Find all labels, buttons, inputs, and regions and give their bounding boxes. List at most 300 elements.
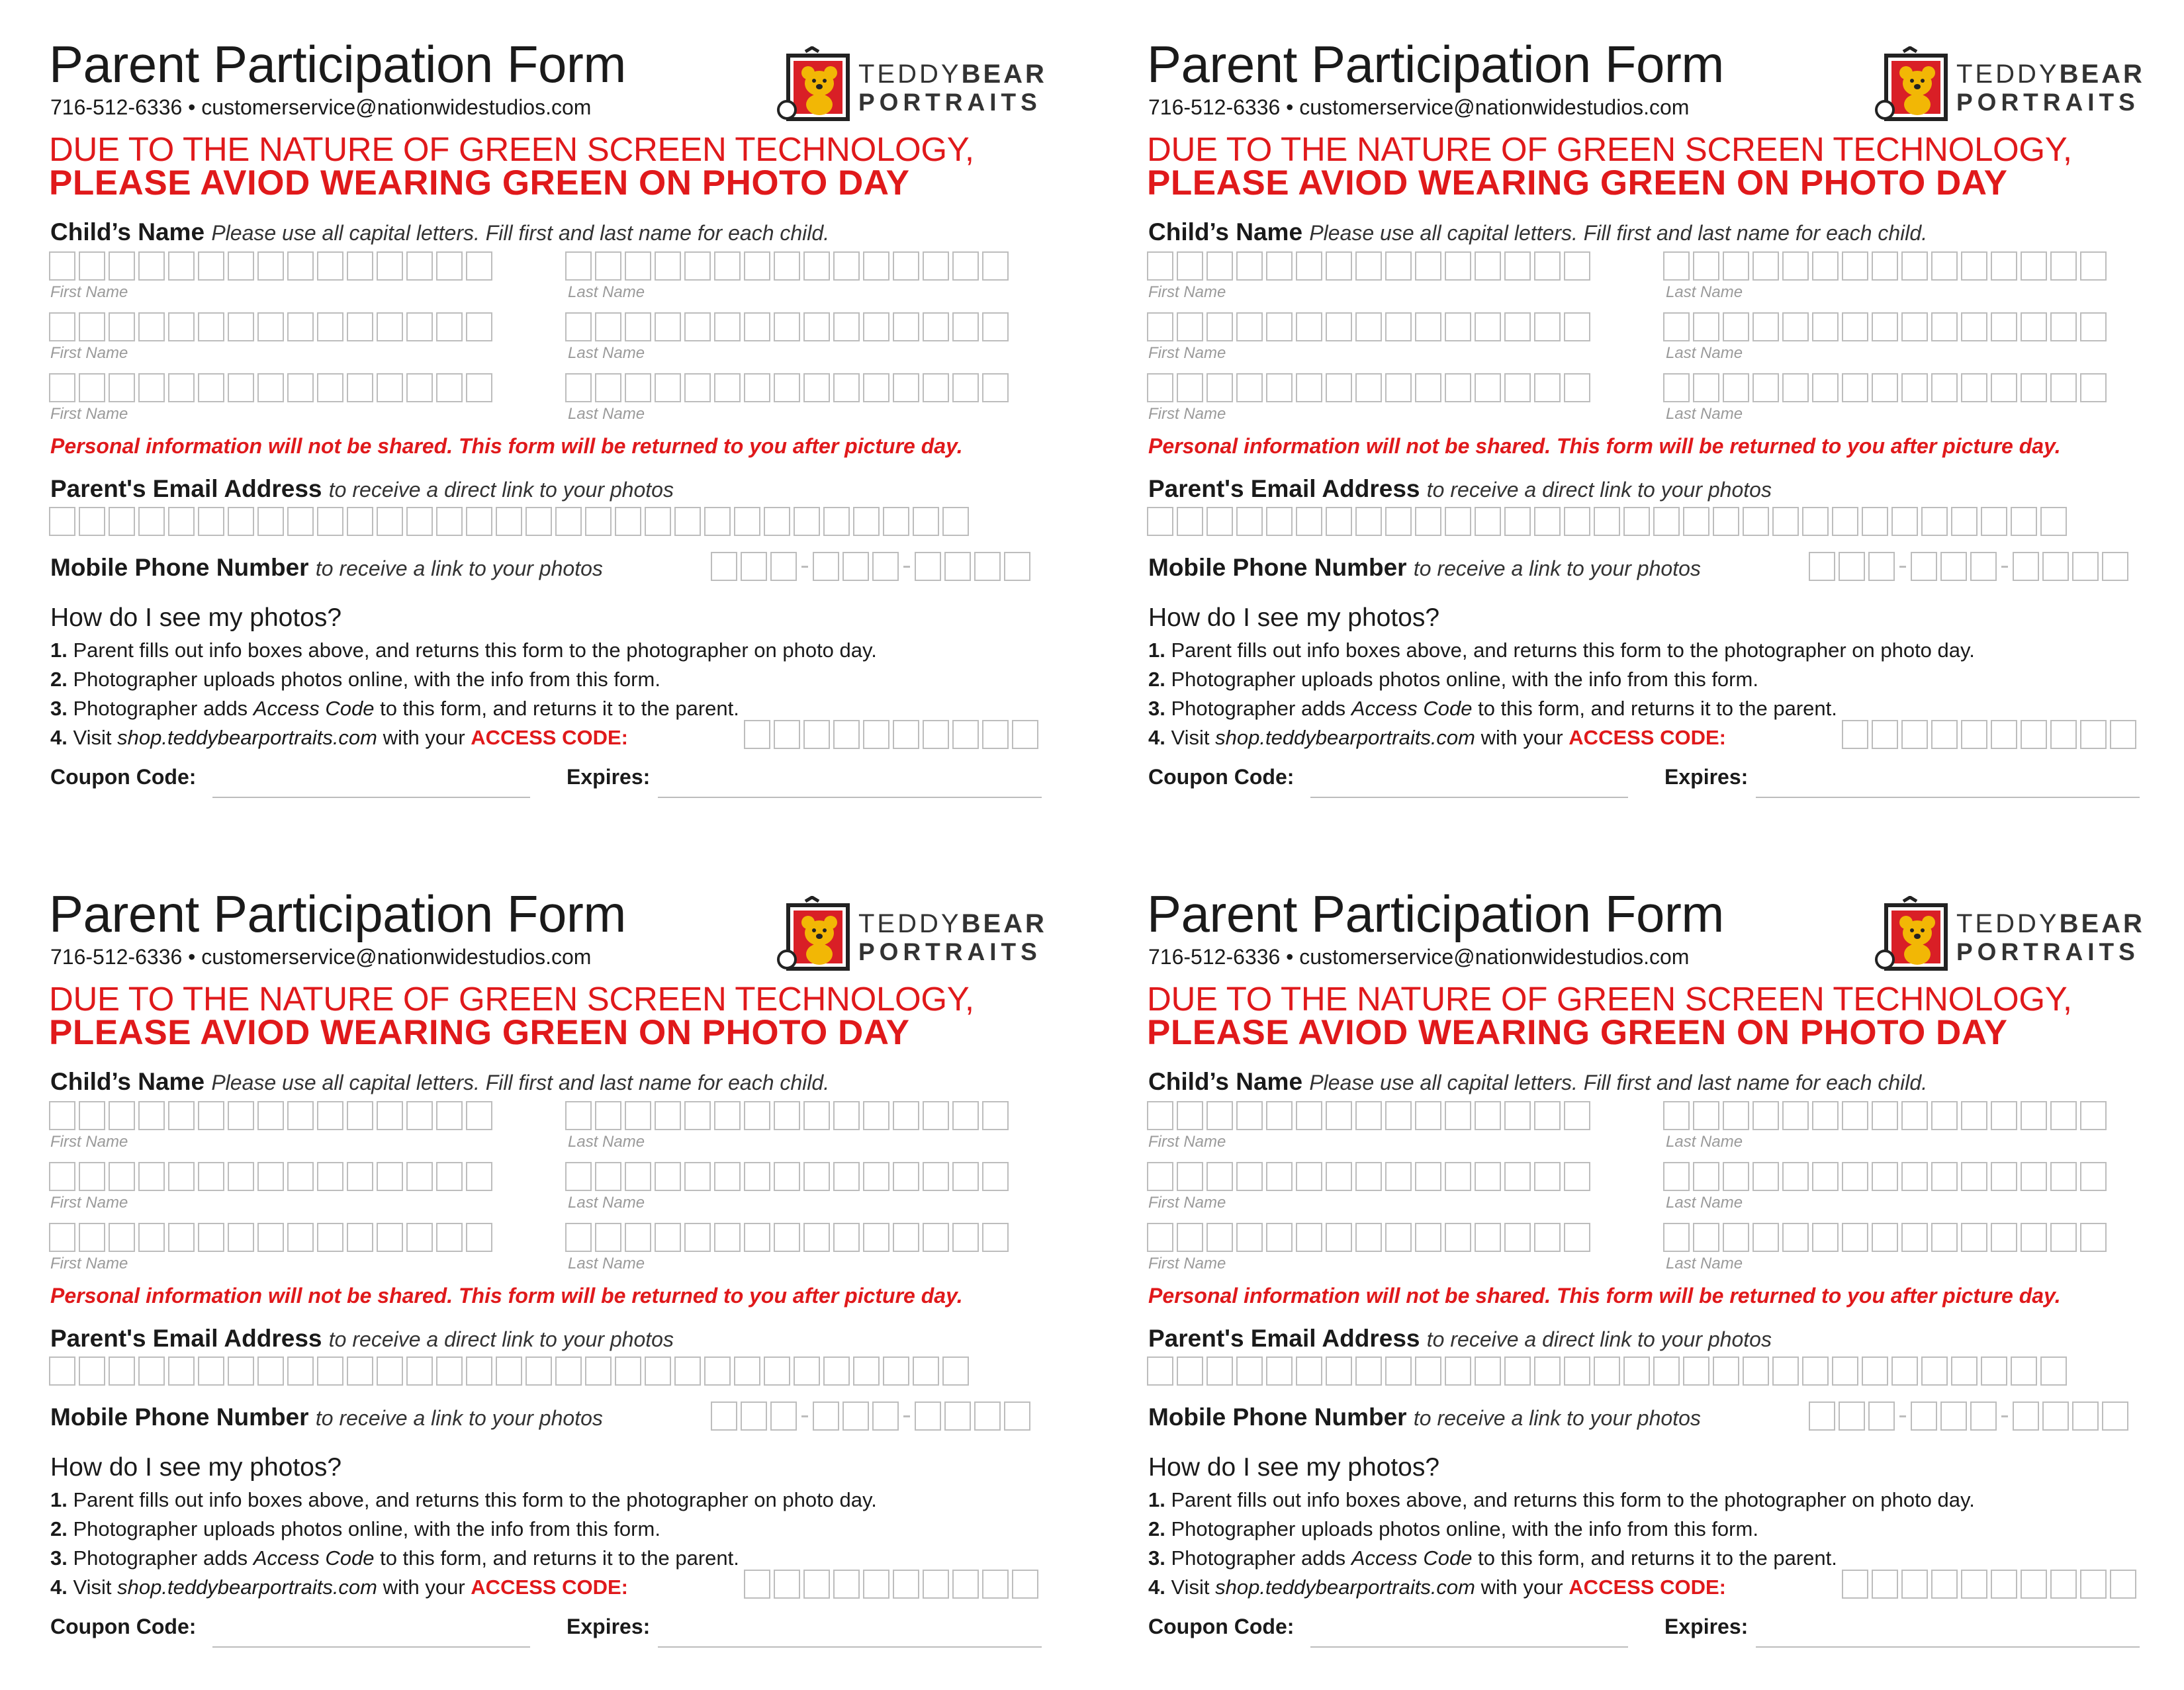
- character-box[interactable]: [1693, 1223, 1719, 1252]
- character-box[interactable]: [704, 507, 731, 536]
- character-box[interactable]: [774, 1570, 800, 1599]
- character-box[interactable]: [1931, 1162, 1958, 1191]
- character-box[interactable]: [2040, 507, 2067, 536]
- character-box[interactable]: [1911, 1401, 1937, 1431]
- phone-prefix-boxes[interactable]: [813, 552, 899, 581]
- character-box[interactable]: [952, 1101, 979, 1130]
- phone-line-boxes[interactable]: [915, 552, 1030, 581]
- character-box[interactable]: [1504, 373, 1531, 402]
- first-name-boxes[interactable]: [49, 373, 492, 402]
- character-box[interactable]: [744, 251, 770, 281]
- character-box[interactable]: [1504, 1356, 1531, 1386]
- character-box[interactable]: [2021, 1162, 2047, 1191]
- phone-prefix-boxes[interactable]: [813, 1401, 899, 1431]
- character-box[interactable]: [1872, 251, 1898, 281]
- character-box[interactable]: [863, 251, 889, 281]
- character-box[interactable]: [1355, 1101, 1382, 1130]
- character-box[interactable]: [1445, 1101, 1471, 1130]
- character-box[interactable]: [1961, 251, 1987, 281]
- character-box[interactable]: [1266, 1162, 1293, 1191]
- character-box[interactable]: [1693, 251, 1719, 281]
- character-box[interactable]: [1206, 312, 1233, 341]
- character-box[interactable]: [1752, 1162, 1779, 1191]
- character-box[interactable]: [1931, 373, 1958, 402]
- character-box[interactable]: [1842, 373, 1868, 402]
- character-box[interactable]: [1012, 1570, 1038, 1599]
- first-name-boxes[interactable]: [49, 1223, 492, 1252]
- character-box[interactable]: [1534, 1356, 1561, 1386]
- coupon-code-field[interactable]: [212, 797, 530, 798]
- first-name-boxes[interactable]: [1147, 1162, 1590, 1191]
- character-box[interactable]: [1355, 507, 1382, 536]
- character-box[interactable]: [1961, 1570, 1987, 1599]
- character-box[interactable]: [287, 1101, 314, 1130]
- character-box[interactable]: [974, 1401, 1001, 1431]
- character-box[interactable]: [883, 1356, 909, 1386]
- character-box[interactable]: [1296, 1101, 1322, 1130]
- character-box[interactable]: [1296, 251, 1322, 281]
- character-box[interactable]: [1961, 373, 1987, 402]
- character-box[interactable]: [257, 507, 284, 536]
- character-box[interactable]: [228, 1162, 254, 1191]
- character-box[interactable]: [744, 1570, 770, 1599]
- character-box[interactable]: [803, 251, 830, 281]
- character-box[interactable]: [525, 507, 552, 536]
- last-name-boxes[interactable]: [1663, 1101, 2107, 1130]
- character-box[interactable]: [893, 251, 919, 281]
- character-box[interactable]: [109, 312, 135, 341]
- character-box[interactable]: [913, 507, 939, 536]
- character-box[interactable]: [2110, 1570, 2136, 1599]
- character-box[interactable]: [1504, 507, 1531, 536]
- character-box[interactable]: [1991, 251, 2017, 281]
- character-box[interactable]: [813, 1401, 839, 1431]
- character-box[interactable]: [1653, 1356, 1680, 1386]
- character-box[interactable]: [1266, 373, 1293, 402]
- character-box[interactable]: [952, 1223, 979, 1252]
- character-box[interactable]: [585, 1356, 612, 1386]
- character-box[interactable]: [1862, 1356, 1888, 1386]
- character-box[interactable]: [1842, 720, 1868, 749]
- character-box[interactable]: [49, 312, 75, 341]
- character-box[interactable]: [1415, 507, 1441, 536]
- character-box[interactable]: [774, 312, 800, 341]
- character-box[interactable]: [734, 1356, 760, 1386]
- character-box[interactable]: [1355, 1356, 1382, 1386]
- character-box[interactable]: [1921, 1356, 1948, 1386]
- character-box[interactable]: [198, 1356, 224, 1386]
- character-box[interactable]: [1683, 1356, 1709, 1386]
- character-box[interactable]: [228, 1223, 254, 1252]
- character-box[interactable]: [1326, 1356, 1352, 1386]
- character-box[interactable]: [625, 1101, 651, 1130]
- first-name-boxes[interactable]: [1147, 312, 1590, 341]
- character-box[interactable]: [1564, 1356, 1590, 1386]
- character-box[interactable]: [49, 251, 75, 281]
- character-box[interactable]: [168, 1162, 195, 1191]
- character-box[interactable]: [813, 552, 839, 581]
- character-box[interactable]: [1723, 251, 1749, 281]
- character-box[interactable]: [1872, 373, 1898, 402]
- character-box[interactable]: [1981, 507, 2007, 536]
- character-box[interactable]: [1921, 507, 1948, 536]
- character-box[interactable]: [1991, 373, 2017, 402]
- character-box[interactable]: [1812, 1162, 1839, 1191]
- character-box[interactable]: [1594, 507, 1620, 536]
- character-box[interactable]: [347, 507, 373, 536]
- character-box[interactable]: [1951, 1356, 1978, 1386]
- character-box[interactable]: [2021, 312, 2047, 341]
- character-box[interactable]: [1693, 373, 1719, 402]
- character-box[interactable]: [1891, 1356, 1918, 1386]
- character-box[interactable]: [1842, 1162, 1868, 1191]
- phone-boxes[interactable]: [711, 552, 1030, 581]
- character-box[interactable]: [774, 1223, 800, 1252]
- character-box[interactable]: [1752, 251, 1779, 281]
- character-box[interactable]: [138, 251, 165, 281]
- character-box[interactable]: [1812, 1101, 1839, 1130]
- character-box[interactable]: [744, 312, 770, 341]
- character-box[interactable]: [982, 1570, 1009, 1599]
- character-box[interactable]: [2013, 552, 2039, 581]
- character-box[interactable]: [1931, 720, 1958, 749]
- character-box[interactable]: [1931, 251, 1958, 281]
- character-box[interactable]: [893, 720, 919, 749]
- character-box[interactable]: [803, 1570, 830, 1599]
- character-box[interactable]: [625, 1162, 651, 1191]
- character-box[interactable]: [466, 1162, 492, 1191]
- character-box[interactable]: [585, 507, 612, 536]
- character-box[interactable]: [625, 373, 651, 402]
- character-box[interactable]: [1147, 373, 1173, 402]
- character-box[interactable]: [1415, 373, 1441, 402]
- character-box[interactable]: [1355, 1162, 1382, 1191]
- character-box[interactable]: [496, 1356, 522, 1386]
- phone-boxes[interactable]: [1809, 552, 2128, 581]
- character-box[interactable]: [317, 251, 343, 281]
- character-box[interactable]: [1752, 1101, 1779, 1130]
- character-box[interactable]: [774, 1101, 800, 1130]
- character-box[interactable]: [974, 552, 1001, 581]
- character-box[interactable]: [1385, 1101, 1412, 1130]
- character-box[interactable]: [711, 1401, 737, 1431]
- character-box[interactable]: [1296, 1223, 1322, 1252]
- character-box[interactable]: [1961, 1162, 1987, 1191]
- character-box[interactable]: [744, 720, 770, 749]
- character-box[interactable]: [49, 507, 75, 536]
- character-box[interactable]: [1663, 1101, 1690, 1130]
- character-box[interactable]: [1564, 1101, 1590, 1130]
- character-box[interactable]: [555, 1356, 582, 1386]
- character-box[interactable]: [565, 373, 592, 402]
- character-box[interactable]: [436, 1356, 463, 1386]
- character-box[interactable]: [1266, 1356, 1293, 1386]
- character-box[interactable]: [803, 1162, 830, 1191]
- character-box[interactable]: [1991, 1223, 2017, 1252]
- character-box[interactable]: [1931, 1570, 1958, 1599]
- character-box[interactable]: [842, 552, 869, 581]
- character-box[interactable]: [2021, 1101, 2047, 1130]
- character-box[interactable]: [595, 373, 621, 402]
- character-box[interactable]: [1961, 312, 1987, 341]
- character-box[interactable]: [1355, 1223, 1382, 1252]
- character-box[interactable]: [1385, 373, 1412, 402]
- character-box[interactable]: [2011, 507, 2037, 536]
- character-box[interactable]: [1206, 1223, 1233, 1252]
- character-box[interactable]: [923, 1162, 949, 1191]
- character-box[interactable]: [2050, 1570, 2077, 1599]
- character-box[interactable]: [377, 373, 403, 402]
- character-box[interactable]: [655, 373, 681, 402]
- character-box[interactable]: [2042, 552, 2069, 581]
- character-box[interactable]: [79, 507, 105, 536]
- character-box[interactable]: [49, 1223, 75, 1252]
- character-box[interactable]: [1326, 312, 1352, 341]
- character-box[interactable]: [2021, 251, 2047, 281]
- character-box[interactable]: [257, 251, 284, 281]
- character-box[interactable]: [436, 1162, 463, 1191]
- character-box[interactable]: [952, 312, 979, 341]
- character-box[interactable]: [1475, 1101, 1501, 1130]
- character-box[interactable]: [774, 720, 800, 749]
- character-box[interactable]: [257, 1223, 284, 1252]
- character-box[interactable]: [1445, 1356, 1471, 1386]
- character-box[interactable]: [1206, 1162, 1233, 1191]
- character-box[interactable]: [952, 373, 979, 402]
- character-box[interactable]: [1842, 312, 1868, 341]
- first-name-boxes[interactable]: [49, 1162, 492, 1191]
- character-box[interactable]: [1663, 1223, 1690, 1252]
- character-box[interactable]: [944, 1401, 971, 1431]
- character-box[interactable]: [655, 1101, 681, 1130]
- character-box[interactable]: [198, 507, 224, 536]
- character-box[interactable]: [923, 373, 949, 402]
- character-box[interactable]: [1812, 1223, 1839, 1252]
- character-box[interactable]: [1385, 312, 1412, 341]
- coupon-code-field[interactable]: [212, 1646, 530, 1648]
- character-box[interactable]: [982, 251, 1009, 281]
- character-box[interactable]: [684, 312, 711, 341]
- character-box[interactable]: [228, 1101, 254, 1130]
- character-box[interactable]: [1177, 507, 1203, 536]
- first-name-boxes[interactable]: [49, 251, 492, 281]
- character-box[interactable]: [842, 1401, 869, 1431]
- character-box[interactable]: [377, 507, 403, 536]
- character-box[interactable]: [2013, 1401, 2039, 1431]
- character-box[interactable]: [109, 1223, 135, 1252]
- character-box[interactable]: [1872, 1101, 1898, 1130]
- character-box[interactable]: [1802, 1356, 1829, 1386]
- character-box[interactable]: [645, 1356, 671, 1386]
- character-box[interactable]: [2072, 552, 2099, 581]
- character-box[interactable]: [893, 373, 919, 402]
- character-box[interactable]: [1911, 552, 1937, 581]
- character-box[interactable]: [674, 507, 701, 536]
- character-box[interactable]: [770, 552, 797, 581]
- phone-prefix-boxes[interactable]: [1911, 1401, 1997, 1431]
- character-box[interactable]: [228, 373, 254, 402]
- character-box[interactable]: [377, 1101, 403, 1130]
- character-box[interactable]: [525, 1356, 552, 1386]
- character-box[interactable]: [595, 1162, 621, 1191]
- character-box[interactable]: [1872, 312, 1898, 341]
- character-box[interactable]: [317, 1162, 343, 1191]
- character-box[interactable]: [287, 1356, 314, 1386]
- character-box[interactable]: [833, 251, 860, 281]
- character-box[interactable]: [1236, 1101, 1263, 1130]
- character-box[interactable]: [2080, 312, 2107, 341]
- character-box[interactable]: [1862, 507, 1888, 536]
- character-box[interactable]: [377, 1223, 403, 1252]
- character-box[interactable]: [714, 251, 741, 281]
- character-box[interactable]: [2050, 251, 2077, 281]
- character-box[interactable]: [944, 552, 971, 581]
- character-box[interactable]: [714, 1162, 741, 1191]
- character-box[interactable]: [1445, 312, 1471, 341]
- first-name-boxes[interactable]: [1147, 1223, 1590, 1252]
- character-box[interactable]: [138, 1356, 165, 1386]
- character-box[interactable]: [803, 312, 830, 341]
- character-box[interactable]: [1296, 312, 1322, 341]
- character-box[interactable]: [1206, 251, 1233, 281]
- phone-line-boxes[interactable]: [2013, 1401, 2128, 1431]
- character-box[interactable]: [1266, 1101, 1293, 1130]
- character-box[interactable]: [1723, 312, 1749, 341]
- character-box[interactable]: [1842, 1570, 1868, 1599]
- character-box[interactable]: [1534, 1162, 1561, 1191]
- character-box[interactable]: [1723, 1101, 1749, 1130]
- character-box[interactable]: [1623, 1356, 1650, 1386]
- character-box[interactable]: [2040, 1356, 2067, 1386]
- character-box[interactable]: [138, 1223, 165, 1252]
- character-box[interactable]: [1206, 507, 1233, 536]
- phone-prefix-boxes[interactable]: [1911, 552, 1997, 581]
- character-box[interactable]: [2050, 373, 2077, 402]
- character-box[interactable]: [228, 251, 254, 281]
- character-box[interactable]: [1931, 1223, 1958, 1252]
- character-box[interactable]: [1901, 312, 1928, 341]
- character-box[interactable]: [2050, 720, 2077, 749]
- first-name-boxes[interactable]: [1147, 373, 1590, 402]
- character-box[interactable]: [2110, 720, 2136, 749]
- character-box[interactable]: [1723, 373, 1749, 402]
- character-box[interactable]: [1752, 373, 1779, 402]
- character-box[interactable]: [952, 1570, 979, 1599]
- character-box[interactable]: [893, 312, 919, 341]
- last-name-boxes[interactable]: [1663, 373, 2107, 402]
- character-box[interactable]: [833, 1570, 860, 1599]
- coupon-code-field[interactable]: [1310, 1646, 1628, 1648]
- last-name-boxes[interactable]: [1663, 1162, 2107, 1191]
- character-box[interactable]: [1004, 1401, 1030, 1431]
- character-box[interactable]: [1236, 1356, 1263, 1386]
- last-name-boxes[interactable]: [565, 312, 1009, 341]
- character-box[interactable]: [923, 720, 949, 749]
- character-box[interactable]: [863, 1162, 889, 1191]
- character-box[interactable]: [1534, 1101, 1561, 1130]
- character-box[interactable]: [287, 373, 314, 402]
- character-box[interactable]: [982, 1162, 1009, 1191]
- character-box[interactable]: [1991, 720, 2017, 749]
- phone-area-code-boxes[interactable]: [1809, 552, 1895, 581]
- character-box[interactable]: [168, 507, 195, 536]
- character-box[interactable]: [436, 373, 463, 402]
- character-box[interactable]: [625, 312, 651, 341]
- character-box[interactable]: [168, 1223, 195, 1252]
- character-box[interactable]: [982, 1101, 1009, 1130]
- first-name-boxes[interactable]: [1147, 251, 1590, 281]
- character-box[interactable]: [883, 507, 909, 536]
- character-box[interactable]: [1713, 507, 1739, 536]
- character-box[interactable]: [287, 1162, 314, 1191]
- character-box[interactable]: [1266, 1223, 1293, 1252]
- character-box[interactable]: [1296, 373, 1322, 402]
- character-box[interactable]: [347, 1223, 373, 1252]
- character-box[interactable]: [287, 1223, 314, 1252]
- character-box[interactable]: [1832, 1356, 1858, 1386]
- character-box[interactable]: [942, 507, 969, 536]
- character-box[interactable]: [565, 251, 592, 281]
- character-box[interactable]: [1839, 1401, 1865, 1431]
- character-box[interactable]: [406, 251, 433, 281]
- character-box[interactable]: [1504, 1162, 1531, 1191]
- character-box[interactable]: [1475, 1162, 1501, 1191]
- email-boxes[interactable]: [1147, 1356, 2067, 1386]
- character-box[interactable]: [198, 251, 224, 281]
- character-box[interactable]: [1940, 552, 1967, 581]
- character-box[interactable]: [317, 373, 343, 402]
- email-boxes[interactable]: [1147, 507, 2067, 536]
- character-box[interactable]: [915, 552, 941, 581]
- access-code-boxes[interactable]: [744, 1570, 1038, 1599]
- character-box[interactable]: [257, 1356, 284, 1386]
- character-box[interactable]: [1385, 1356, 1412, 1386]
- character-box[interactable]: [1534, 251, 1561, 281]
- character-box[interactable]: [1445, 373, 1471, 402]
- character-box[interactable]: [1534, 1223, 1561, 1252]
- character-box[interactable]: [1752, 312, 1779, 341]
- character-box[interactable]: [1296, 1162, 1322, 1191]
- email-boxes[interactable]: [49, 1356, 969, 1386]
- character-box[interactable]: [406, 1223, 433, 1252]
- character-box[interactable]: [2050, 1101, 2077, 1130]
- character-box[interactable]: [1236, 1223, 1263, 1252]
- character-box[interactable]: [1970, 552, 1997, 581]
- character-box[interactable]: [436, 251, 463, 281]
- character-box[interactable]: [377, 251, 403, 281]
- character-box[interactable]: [565, 312, 592, 341]
- character-box[interactable]: [863, 312, 889, 341]
- character-box[interactable]: [803, 1101, 830, 1130]
- character-box[interactable]: [1147, 1162, 1173, 1191]
- character-box[interactable]: [952, 251, 979, 281]
- character-box[interactable]: [138, 312, 165, 341]
- character-box[interactable]: [741, 1401, 767, 1431]
- character-box[interactable]: [952, 720, 979, 749]
- character-box[interactable]: [406, 1162, 433, 1191]
- character-box[interactable]: [317, 507, 343, 536]
- character-box[interactable]: [595, 251, 621, 281]
- character-box[interactable]: [1663, 1162, 1690, 1191]
- character-box[interactable]: [49, 1101, 75, 1130]
- character-box[interactable]: [853, 507, 880, 536]
- character-box[interactable]: [1564, 1223, 1590, 1252]
- character-box[interactable]: [1534, 507, 1561, 536]
- character-box[interactable]: [79, 373, 105, 402]
- character-box[interactable]: [655, 312, 681, 341]
- character-box[interactable]: [436, 507, 463, 536]
- character-box[interactable]: [1868, 1401, 1895, 1431]
